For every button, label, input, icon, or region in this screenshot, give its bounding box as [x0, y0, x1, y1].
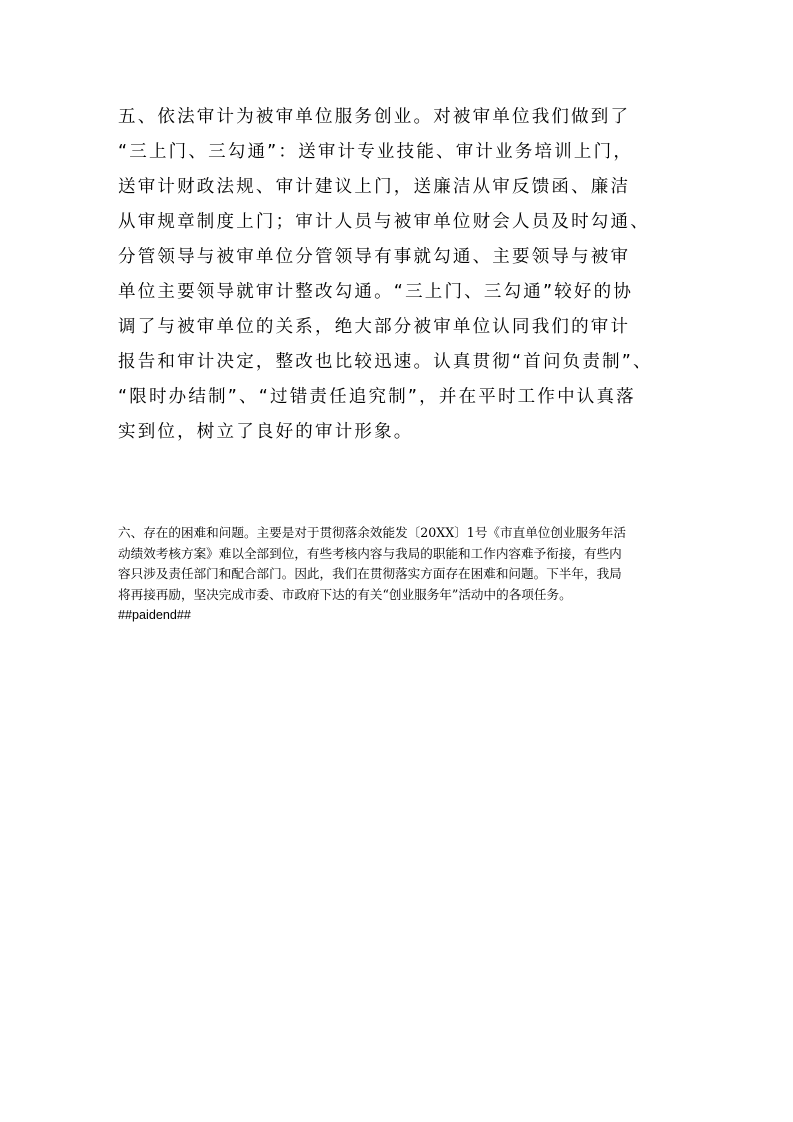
end-marker: ##paidend##: [118, 608, 191, 622]
paragraph-line: 送审计财政法规、审计建议上门，送廉洁从审反馈函、廉洁: [118, 177, 631, 197]
paragraph-line: “限时办结制”、“过错责任追究制”，并在平时工作中认真落: [118, 387, 636, 407]
paragraph-line: 容只涉及责任部门和配合部门。因此，我们在贯彻落实方面存在困难和问题。下半年，我局: [118, 566, 622, 581]
paragraph-line: 调了与被审单位的关系，绝大部分被审单位认同我们的审计: [118, 317, 631, 337]
paragraph-line: 实到位，树立了良好的审计形象。: [118, 422, 414, 442]
paragraph-line: 六、存在的困难和问题。主要是对于贯彻落余效能发〔20XX〕1号《市直单位创业服务年活: [118, 525, 626, 540]
section-six-paragraph: [118, 523, 688, 626]
paragraph-line: 动绩效考核方案》难以全部到位，有些考核内容与我局的职能和工作内容难予衔接，有些内: [118, 545, 622, 561]
paragraph-line: 五、依法审计为被审单位服务创业。对被审单位我们做到了: [118, 107, 631, 127]
paragraph-line: 单位主要领导就审计整改勾通。“三上门、三勾通”较好的协: [118, 282, 634, 302]
paragraph-line: “三上门、三勾通”：送审计专业技能、审计业务培训上门，: [118, 142, 634, 162]
paragraph-line: 报告和审计决定，整改也比较迅速。认真贯彻“首问负责制”、: [118, 352, 653, 372]
paragraph-line: 将再接再励，坚决完成市委、市政府下达的有关“创业服务年”活动中的各项任务。: [118, 586, 572, 602]
paragraph-line: 从审规章制度上门；审计人员与被审单位财会人员及时勾通、: [118, 212, 650, 232]
section-five-paragraph: [118, 100, 688, 450]
paragraph-line: 分管领导与被审单位分管领导有事就勾通、主要领导与被审: [118, 247, 631, 267]
